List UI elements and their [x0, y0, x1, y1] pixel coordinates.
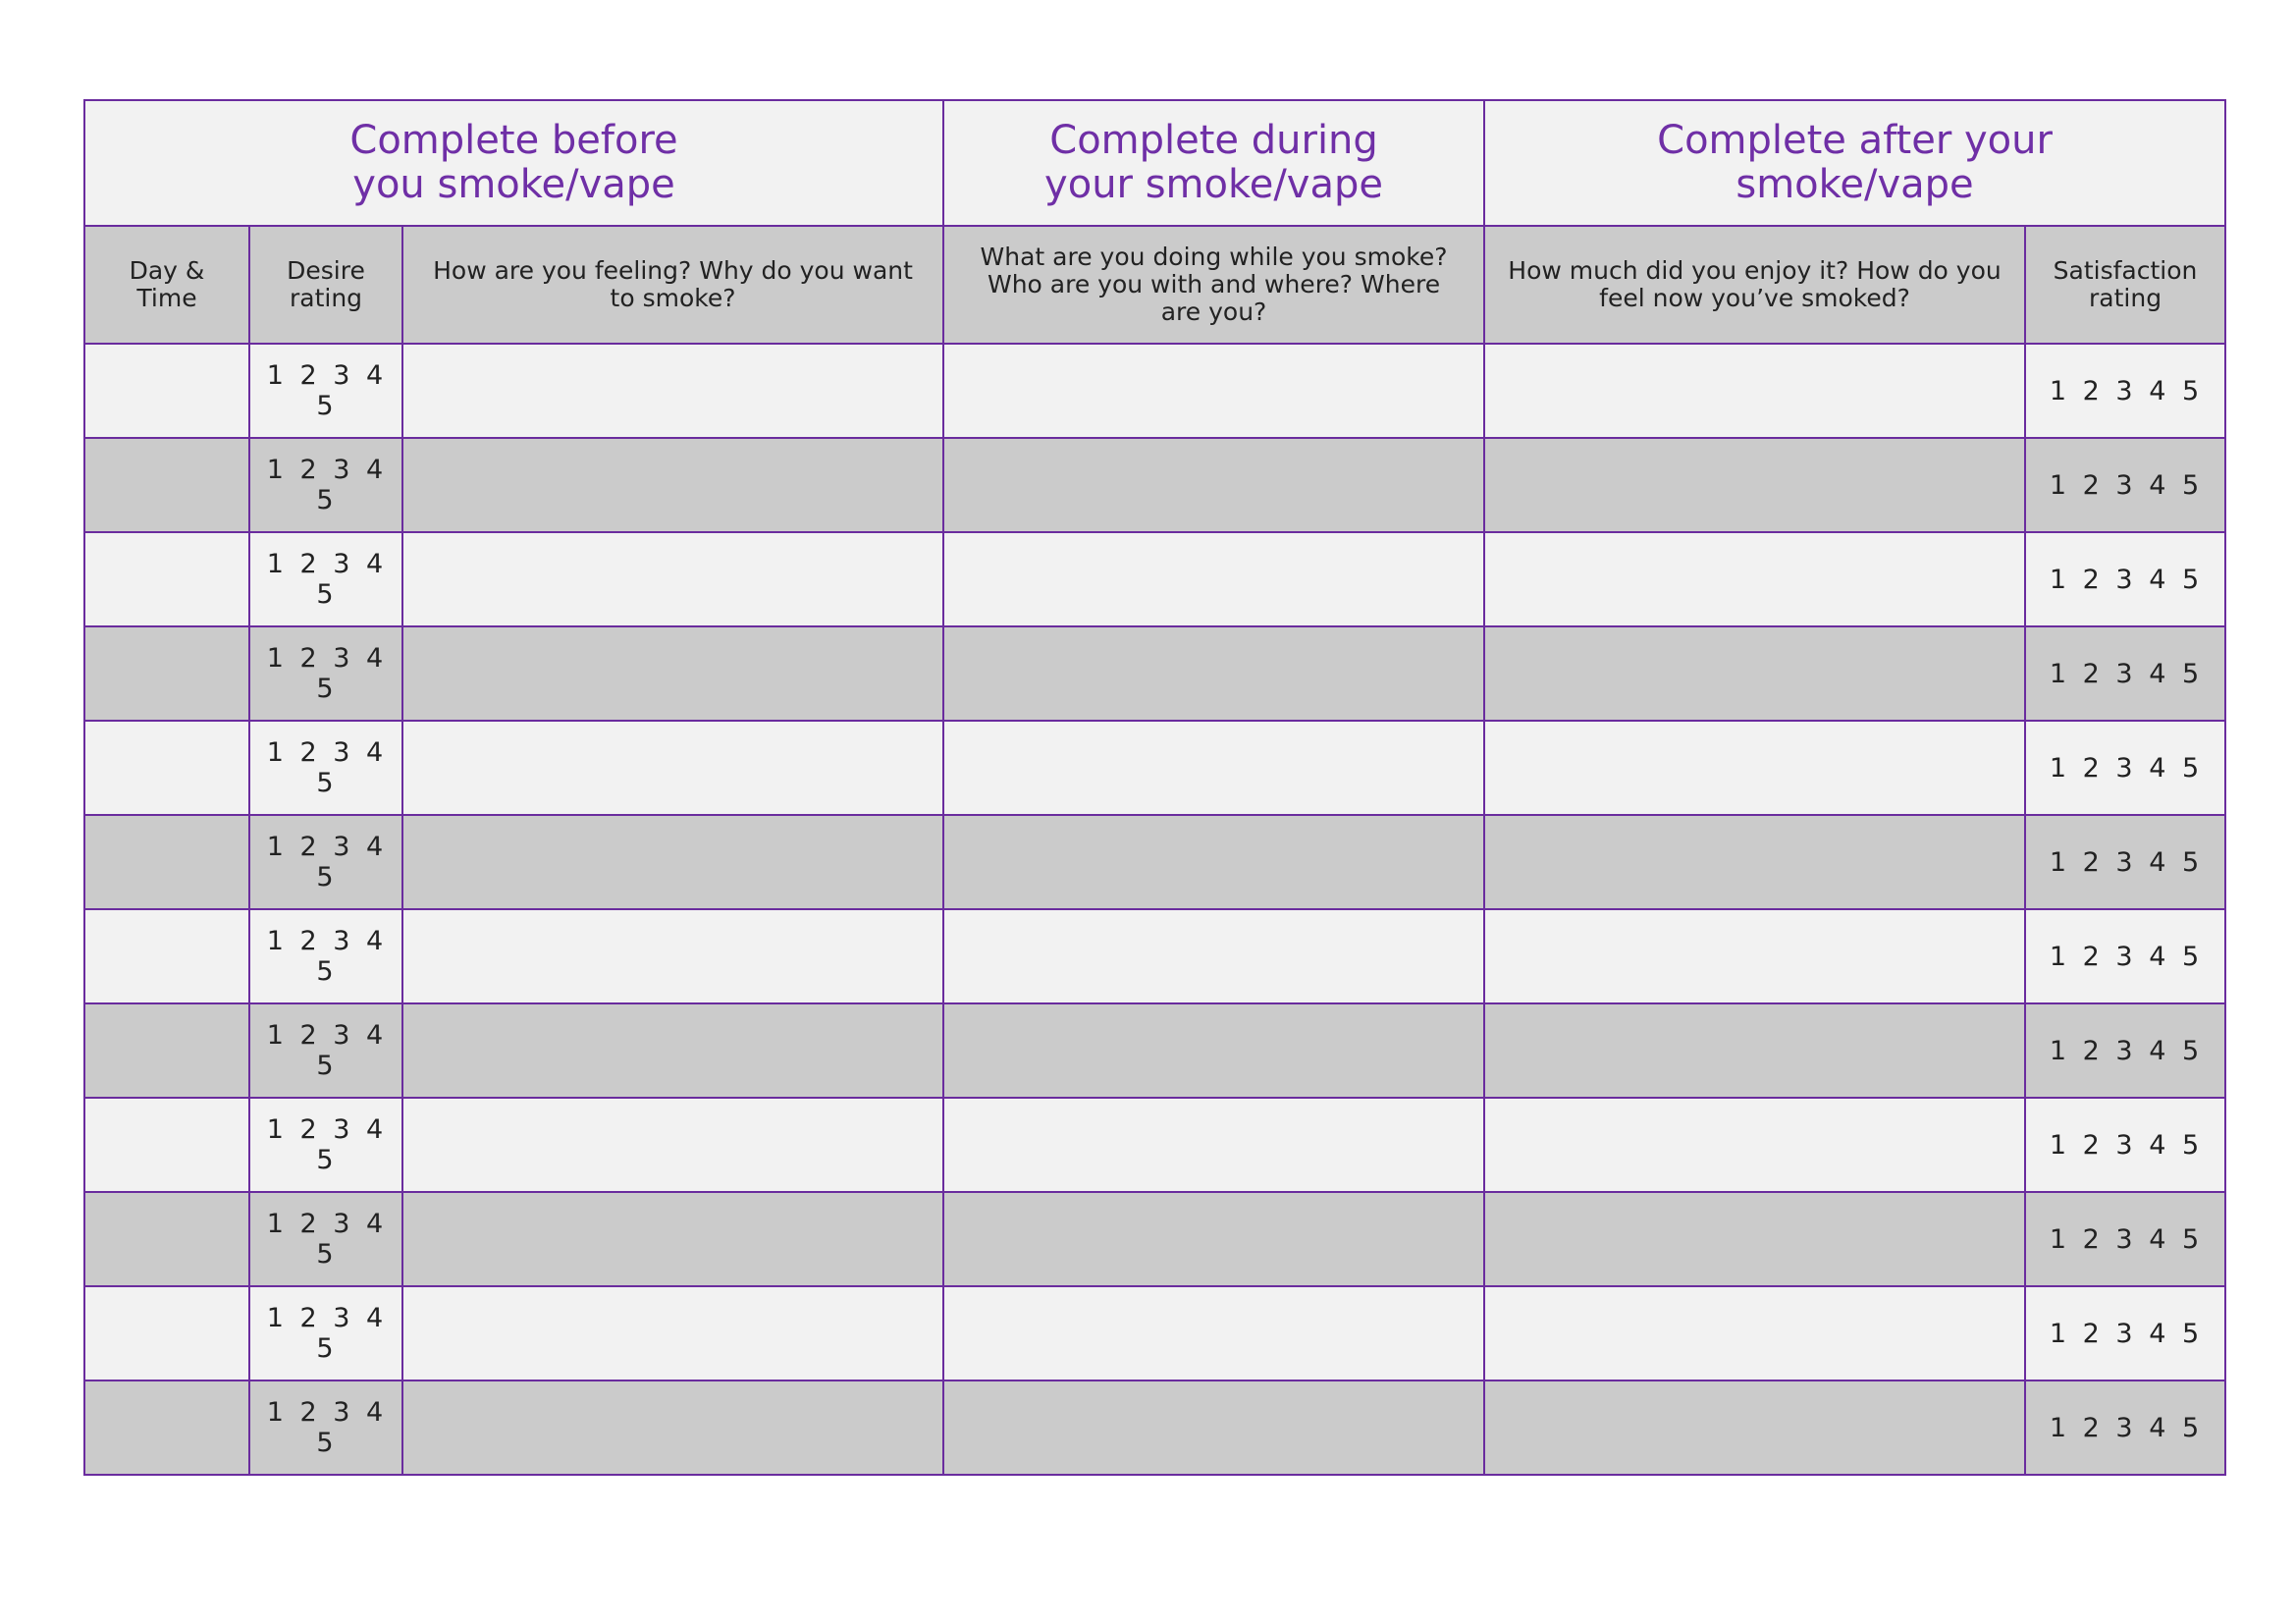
section-after-line1: Complete after your — [1657, 118, 2053, 163]
column-day-time-line1: Day & — [129, 256, 205, 285]
satisfaction-rating-cell[interactable]: 1 2 3 4 5 — [2025, 1098, 2225, 1192]
day-time-cell[interactable] — [84, 438, 249, 532]
doing-cell[interactable] — [943, 815, 1484, 909]
satisfaction-rating-cell[interactable]: 1 2 3 4 5 — [2025, 721, 2225, 815]
doing-cell[interactable] — [943, 344, 1484, 438]
section-after-heading — [1484, 100, 2225, 226]
enjoyment-cell[interactable] — [1484, 1192, 2025, 1286]
feeling-cell[interactable] — [402, 438, 943, 532]
satisfaction-rating-cell[interactable]: 1 2 3 4 5 — [2025, 344, 2225, 438]
column-satisfaction-rating — [2025, 226, 2225, 344]
enjoyment-cell[interactable] — [1484, 438, 2025, 532]
satisfaction-rating-cell[interactable]: 1 2 3 4 5 — [2025, 1003, 2225, 1098]
satisfaction-rating-cell[interactable]: 1 2 3 4 5 — [2025, 909, 2225, 1003]
satisfaction-rating-cell[interactable]: 1 2 3 4 5 — [2025, 532, 2225, 626]
diary-entries — [84, 344, 2225, 1475]
day-time-cell[interactable] — [84, 626, 249, 721]
feeling-cell[interactable] — [402, 909, 943, 1003]
doing-cell[interactable] — [943, 1286, 1484, 1380]
desire-rating-cell[interactable]: 1 2 3 4 5 — [249, 438, 402, 532]
satisfaction-rating-cell[interactable]: 1 2 3 4 5 — [2025, 1286, 2225, 1380]
doing-cell[interactable] — [943, 532, 1484, 626]
section-after-line2: smoke/vape — [1735, 162, 1974, 207]
diary-row — [84, 438, 2225, 532]
feeling-cell[interactable] — [402, 344, 943, 438]
column-feeling-line2: to smoke? — [610, 284, 736, 312]
column-feeling-line1: How are you feeling? Why do you want — [433, 256, 913, 285]
day-time-cell[interactable] — [84, 1286, 249, 1380]
day-time-cell[interactable] — [84, 1192, 249, 1286]
diary-row — [84, 1098, 2225, 1192]
diary-row — [84, 344, 2225, 438]
doing-cell[interactable] — [943, 721, 1484, 815]
day-time-cell[interactable] — [84, 1380, 249, 1475]
desire-rating-cell[interactable]: 1 2 3 4 5 — [249, 721, 402, 815]
desire-rating-cell[interactable]: 1 2 3 4 5 — [249, 1192, 402, 1286]
enjoyment-cell[interactable] — [1484, 626, 2025, 721]
enjoyment-cell[interactable] — [1484, 1098, 2025, 1192]
column-desire-rating — [249, 226, 402, 344]
feeling-cell[interactable] — [402, 721, 943, 815]
day-time-cell[interactable] — [84, 815, 249, 909]
column-doing-line2: Who are you with and where? Where — [987, 270, 1441, 298]
column-enjoyment — [1484, 226, 2025, 344]
section-header-row — [84, 100, 2225, 226]
diary-row — [84, 1192, 2225, 1286]
column-day-time-line2: Time — [136, 284, 197, 312]
column-doing-line1: What are you doing while you smoke? — [980, 243, 1448, 271]
doing-cell[interactable] — [943, 438, 1484, 532]
enjoyment-cell[interactable] — [1484, 532, 2025, 626]
column-enjoyment-line2: feel now you’ve smoked? — [1599, 284, 1910, 312]
diary-row — [84, 909, 2225, 1003]
column-doing — [943, 226, 1484, 344]
day-time-cell[interactable] — [84, 1003, 249, 1098]
section-during-heading — [943, 100, 1484, 226]
enjoyment-cell[interactable] — [1484, 909, 2025, 1003]
satisfaction-rating-cell[interactable]: 1 2 3 4 5 — [2025, 438, 2225, 532]
doing-cell[interactable] — [943, 626, 1484, 721]
diary-row — [84, 815, 2225, 909]
doing-cell[interactable] — [943, 1192, 1484, 1286]
feeling-cell[interactable] — [402, 815, 943, 909]
day-time-cell[interactable] — [84, 344, 249, 438]
satisfaction-rating-cell[interactable]: 1 2 3 4 5 — [2025, 1192, 2225, 1286]
feeling-cell[interactable] — [402, 1192, 943, 1286]
feeling-cell[interactable] — [402, 1380, 943, 1475]
enjoyment-cell[interactable] — [1484, 1286, 2025, 1380]
section-before-heading — [84, 100, 943, 226]
column-header-row — [84, 226, 2225, 344]
smoking-diary-table — [83, 99, 2226, 1476]
section-during-line2: your smoke/vape — [1044, 162, 1383, 207]
section-before-line2: you smoke/vape — [352, 162, 675, 207]
diary-row — [84, 721, 2225, 815]
diary-row — [84, 1380, 2225, 1475]
satisfaction-rating-cell[interactable]: 1 2 3 4 5 — [2025, 626, 2225, 721]
column-doing-line3: are you? — [1160, 298, 1267, 326]
day-time-cell[interactable] — [84, 1098, 249, 1192]
enjoyment-cell[interactable] — [1484, 721, 2025, 815]
desire-rating-cell[interactable]: 1 2 3 4 5 — [249, 1286, 402, 1380]
doing-cell[interactable] — [943, 909, 1484, 1003]
desire-rating-cell[interactable]: 1 2 3 4 5 — [249, 815, 402, 909]
feeling-cell[interactable] — [402, 532, 943, 626]
feeling-cell[interactable] — [402, 1003, 943, 1098]
column-satisfaction-rating-line1: Satisfaction — [2053, 256, 2198, 285]
doing-cell[interactable] — [943, 1003, 1484, 1098]
diary-row — [84, 1003, 2225, 1098]
column-enjoyment-line1: How much did you enjoy it? How do you — [1508, 256, 2002, 285]
desire-rating-cell[interactable]: 1 2 3 4 5 — [249, 626, 402, 721]
section-before-line1: Complete before — [349, 118, 678, 163]
desire-rating-cell[interactable]: 1 2 3 4 5 — [249, 1003, 402, 1098]
enjoyment-cell[interactable] — [1484, 344, 2025, 438]
desire-rating-cell[interactable]: 1 2 3 4 5 — [249, 344, 402, 438]
feeling-cell[interactable] — [402, 1098, 943, 1192]
satisfaction-rating-cell[interactable]: 1 2 3 4 5 — [2025, 1380, 2225, 1475]
diary-row — [84, 532, 2225, 626]
satisfaction-rating-cell[interactable]: 1 2 3 4 5 — [2025, 815, 2225, 909]
enjoyment-cell[interactable] — [1484, 815, 2025, 909]
day-time-cell[interactable] — [84, 532, 249, 626]
column-feeling — [402, 226, 943, 344]
desire-rating-cell[interactable]: 1 2 3 4 5 — [249, 1380, 402, 1475]
enjoyment-cell[interactable] — [1484, 1003, 2025, 1098]
diary-row — [84, 626, 2225, 721]
doing-cell[interactable] — [943, 1098, 1484, 1192]
desire-rating-cell[interactable]: 1 2 3 4 5 — [249, 1098, 402, 1192]
day-time-cell[interactable] — [84, 909, 249, 1003]
doing-cell[interactable] — [943, 1380, 1484, 1475]
diary-row — [84, 1286, 2225, 1380]
desire-rating-cell[interactable]: 1 2 3 4 5 — [249, 909, 402, 1003]
column-satisfaction-rating-line2: rating — [2089, 284, 2163, 312]
day-time-cell[interactable] — [84, 721, 249, 815]
feeling-cell[interactable] — [402, 1286, 943, 1380]
feeling-cell[interactable] — [402, 626, 943, 721]
column-desire-rating-line1: Desire — [287, 256, 365, 285]
column-day-time — [84, 226, 249, 344]
section-during-line1: Complete during — [1049, 118, 1378, 163]
column-desire-rating-line2: rating — [289, 284, 363, 312]
enjoyment-cell[interactable] — [1484, 1380, 2025, 1475]
desire-rating-cell[interactable]: 1 2 3 4 5 — [249, 532, 402, 626]
